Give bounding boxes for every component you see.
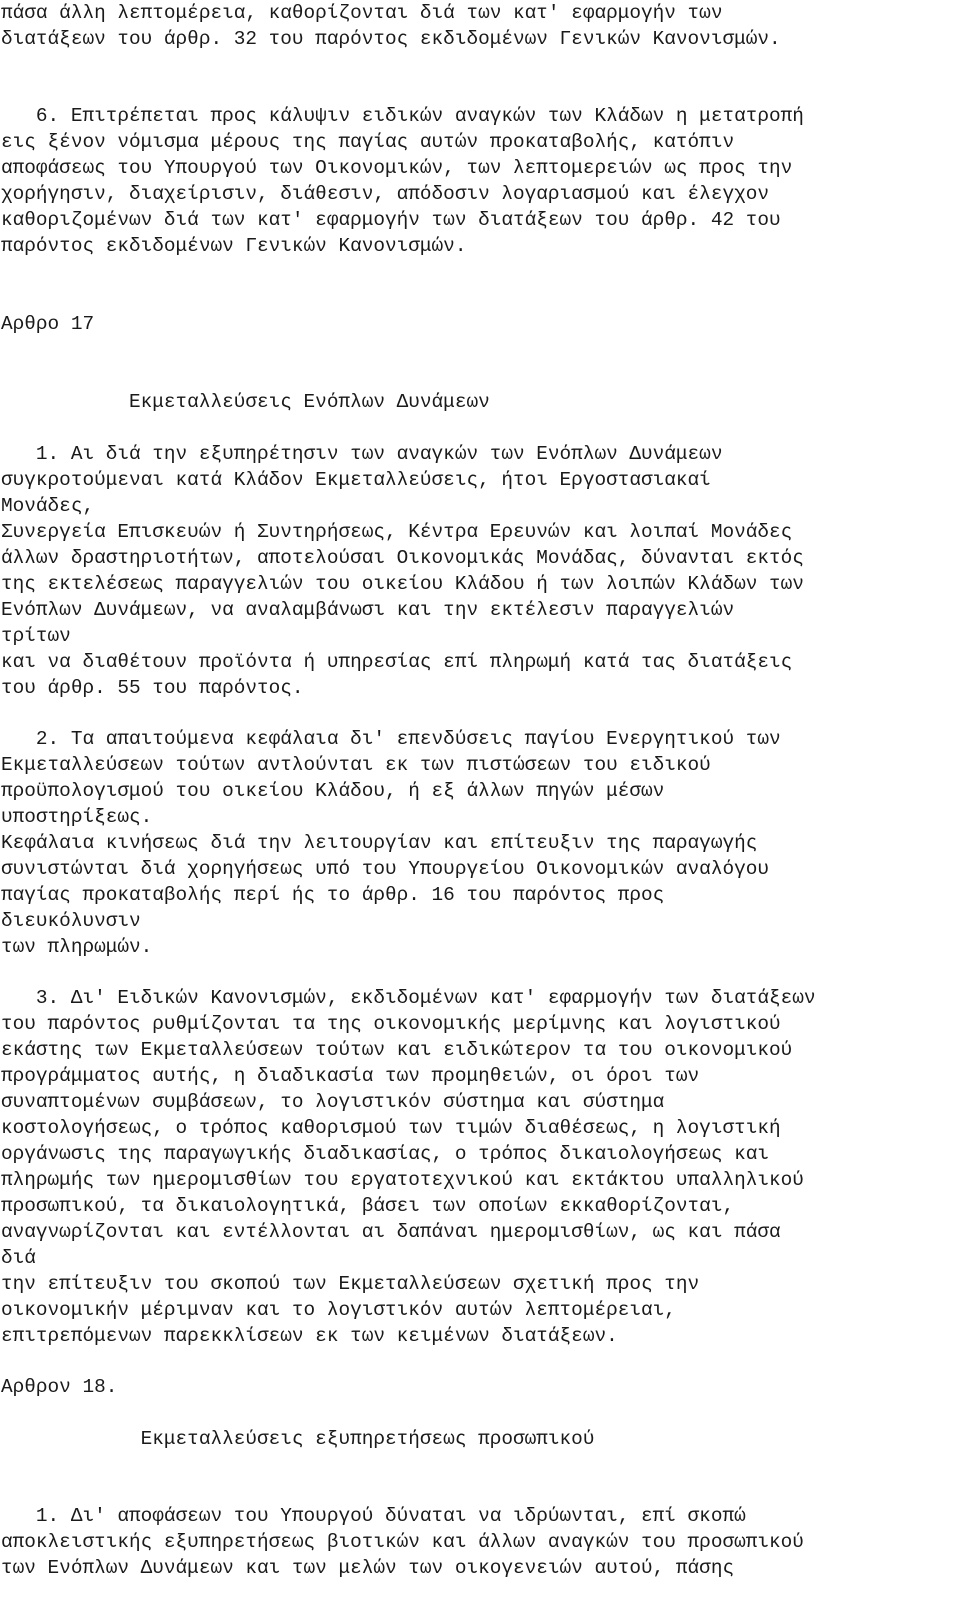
paragraph-2-start: 2. Τα απαιτούμενα κεφάλαια δι' επενδύσεις παγίου Ενεργητικού των [1, 728, 781, 750]
text-line: Ενόπλων Δυνάμεων, να αναλαμβάνωσι και την εκτέλεσιν παραγγελιών [1, 599, 735, 621]
text-line: των Ενόπλων Δυνάμεων και των μελών των οικογενειών αυτού, πάσης [1, 1557, 735, 1579]
text-line: την επίτευξιν του σκοπού των Εκμεταλλεύσεων σχετική προς την [1, 1273, 700, 1295]
text-line: συναπτομένων συμβάσεων, το λογιστικόν σύστημα και σύστημα [1, 1091, 665, 1113]
text-line: συγκροτούμεναι κατά Κλάδον Εκμεταλλεύσεις, ήτοι Εργοστασιακαί [1, 469, 711, 491]
text-line: οργάνωσις της παραγωγικής διαδικασίας, ο τρόπος δικαιολογήσεως και [1, 1143, 769, 1165]
text-line: υποστηρίξεως. [1, 806, 153, 828]
text-line: οικονομικήν μέριμναν και το λογιστικόν αυτών λεπτομέρειαι, [1, 1299, 676, 1321]
article-17-heading: Αρθρο 17 [1, 313, 95, 335]
text-line: παρόντος εκδιδομένων Γενικών Κανονισμών. [1, 235, 467, 257]
text-line: των πληρωμών. [1, 936, 153, 958]
text-line: του παρόντος ρυθμίζονται τα της οικονομικής μερίμνης και λογιστικού [1, 1013, 781, 1035]
text-line: Εκμεταλλεύσεων τούτων αντλούνται εκ των πιστώσεων του ειδικού [1, 754, 711, 776]
text-line: και να διαθέτουν προϊόντα ή υπηρεσίας επί πληρωμή κατά τας διατάξεις [1, 651, 793, 673]
text-line: συνιστώνται διά χορηγήσεως υπό του Υπουργείου Οικονομικών αναλόγου [1, 858, 769, 880]
paragraph-1-start: 1. Δι' αποφάσεων του Υπουργού δύναται να ιδρύωνται, επί σκοπώ [1, 1505, 746, 1527]
text-line: αποκλειστικής εξυπηρετήσεως βιοτικών και άλλων αναγκών του προσωπικού [1, 1531, 804, 1553]
text-line: εκάστης των Εκμεταλλεύσεων τούτων και ειδικώτερον τα του οικονομικού [1, 1039, 793, 1061]
article-17-title: Εκμεταλλεύσεις Ενόπλων Δυνάμεων [1, 391, 490, 413]
text-line: Συνεργεία Επισκευών ή Συντηρήσεως, Κέντρα Ερευνών και λοιπαί Μονάδες [1, 521, 793, 543]
text-line: επιτρεπόμενων παρεκκλίσεων εκ των κειμένων διατάξεων. [1, 1325, 618, 1347]
article-18-title: Εκμεταλλεύσεις εξυπηρετήσεως προσωπικού [1, 1428, 595, 1450]
paragraph-3-start: 3. Δι' Ειδικών Κανονισμών, εκδιδομένων κατ' εφαρμογήν των διατάξεων [1, 987, 816, 1009]
paragraph-1-start: 1. Αι διά την εξυπηρέτησιν των αναγκών των Ενόπλων Δυνάμεων [1, 443, 723, 465]
text-line: εις ξένον νόμισμα μέρους της παγίας αυτών προκαταβολής, κατόπιν [1, 131, 735, 153]
text-line: πάσα άλλη λεπτομέρεια, καθορίζονται διά των κατ' εφαρμογήν των [1, 2, 723, 24]
article-18-heading: Αρθρον 18. [1, 1376, 118, 1398]
text-line: χορήγησιν, διαχείρισιν, διάθεσιν, απόδοσιν λογαριασμού και έλεγχον [1, 183, 769, 205]
text-line: του άρθρ. 55 του παρόντος. [1, 677, 304, 699]
text-line: της εκτελέσεως παραγγελιών του οικείου Κλάδου ή των λοιπών Κλάδων των [1, 573, 804, 595]
text-line: διά [1, 1247, 36, 1269]
text-line: κοστολογήσεως, ο τρόπος καθορισμού των τιμών διαθέσεως, η λογιστική [1, 1117, 781, 1139]
text-line: άλλων δραστηριοτήτων, αποτελούσαι Οικονομικάς Μονάδας, δύνανται εκτός [1, 547, 804, 569]
text-line: διευκόλυνσιν [1, 910, 141, 932]
text-line: διατάξεων του άρθρ. 32 του παρόντος εκδιδομένων Γενικών Κανονισμών. [1, 28, 781, 50]
paragraph-6-start: 6. Επιτρέπεται προς κάλυψιν ειδικών αναγκών των Κλάδων η μετατροπή [1, 105, 804, 127]
text-line: Μονάδες, [1, 495, 95, 517]
text-line: τρίτων [1, 625, 71, 647]
text-line: παγίας προκαταβολής περί ής το άρθρ. 16 του παρόντος προς [1, 884, 665, 906]
text-line: αναγνωρίζονται και εντέλλονται αι δαπάναι ημερομισθίων, ως και πάσα [1, 1221, 781, 1243]
text-line: πληρωμής των ημερομισθίων του εργατοτεχνικού και εκτάκτου υπαλληλικού [1, 1169, 804, 1191]
text-line: καθοριζομένων διά των κατ' εφαρμογήν των διατάξεων του άρθρ. 42 του [1, 209, 781, 231]
text-line: Κεφάλαια κινήσεως διά την λειτουργίαν και επίτευξιν της παραγωγής [1, 832, 758, 854]
text-line: αποφάσεως του Υπουργού των Οικονομικών, των λεπτομερειών ως προς την [1, 157, 793, 179]
text-line: προϋπολογισμού του οικείου Κλάδου, ή εξ άλλων πηγών μέσων [1, 780, 665, 802]
text-line: προγράμματος αυτής, η διαδικασία των προμηθειών, οι όροι των [1, 1065, 700, 1087]
text-line: προσωπικού, τα δικαιολογητικά, βάσει των οποίων εκκαθορίζονται, [1, 1195, 735, 1217]
